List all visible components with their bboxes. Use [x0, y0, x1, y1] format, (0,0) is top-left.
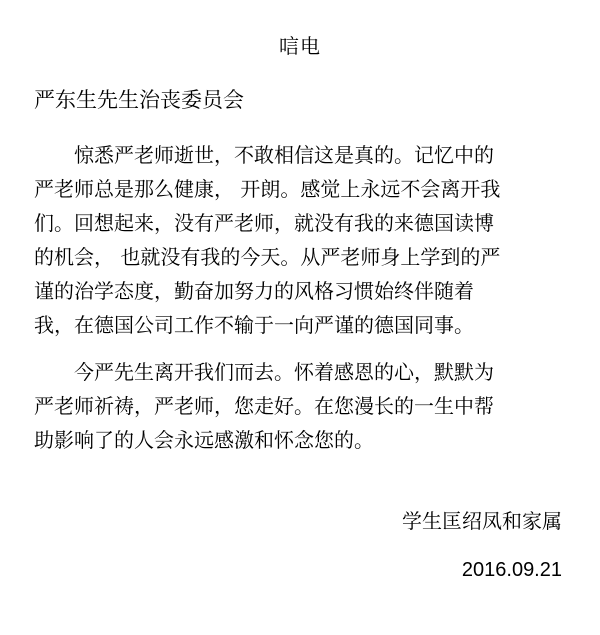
letter-paragraph-2 — [34, 355, 566, 457]
letter-title: 唁电 — [279, 34, 321, 58]
paragraph-line: 们。回想起来，没有严老师，就没有我的来德国读博 — [34, 211, 494, 235]
letter-paragraph-1 — [34, 138, 566, 342]
paragraph-line: 严老师总是那么健康， 开朗。感觉上永远不会离开我 — [34, 177, 501, 201]
letter-signature: 学生匡绍凤和家属 — [402, 509, 562, 533]
paragraph-line: 助影响了的人会永远感激和怀念您的。 — [34, 428, 374, 452]
paragraph-line: 的机会， 也就没有我的今天。从严老师身上学到的严 — [34, 245, 501, 269]
paragraph-line: 我，在德国公司工作不输于一向严谨的德国同事。 — [34, 313, 474, 337]
letter-date: 2016.09.21 — [461, 559, 562, 581]
paragraph-line: 谨的治学态度，勤奋加努力的风格习惯始终伴随着 — [34, 279, 474, 303]
paragraph-line: 惊悉严老师逝世，不敢相信这是真的。记忆中的 — [34, 143, 494, 167]
letter-recipient: 严东生先生治丧委员会 — [34, 88, 244, 112]
paragraph-line: 严老师祈祷，严老师，您走好。在您漫长的一生中帮 — [34, 394, 494, 418]
paragraph-line: 今严先生离开我们而去。怀着感恩的心，默默为 — [34, 360, 494, 384]
